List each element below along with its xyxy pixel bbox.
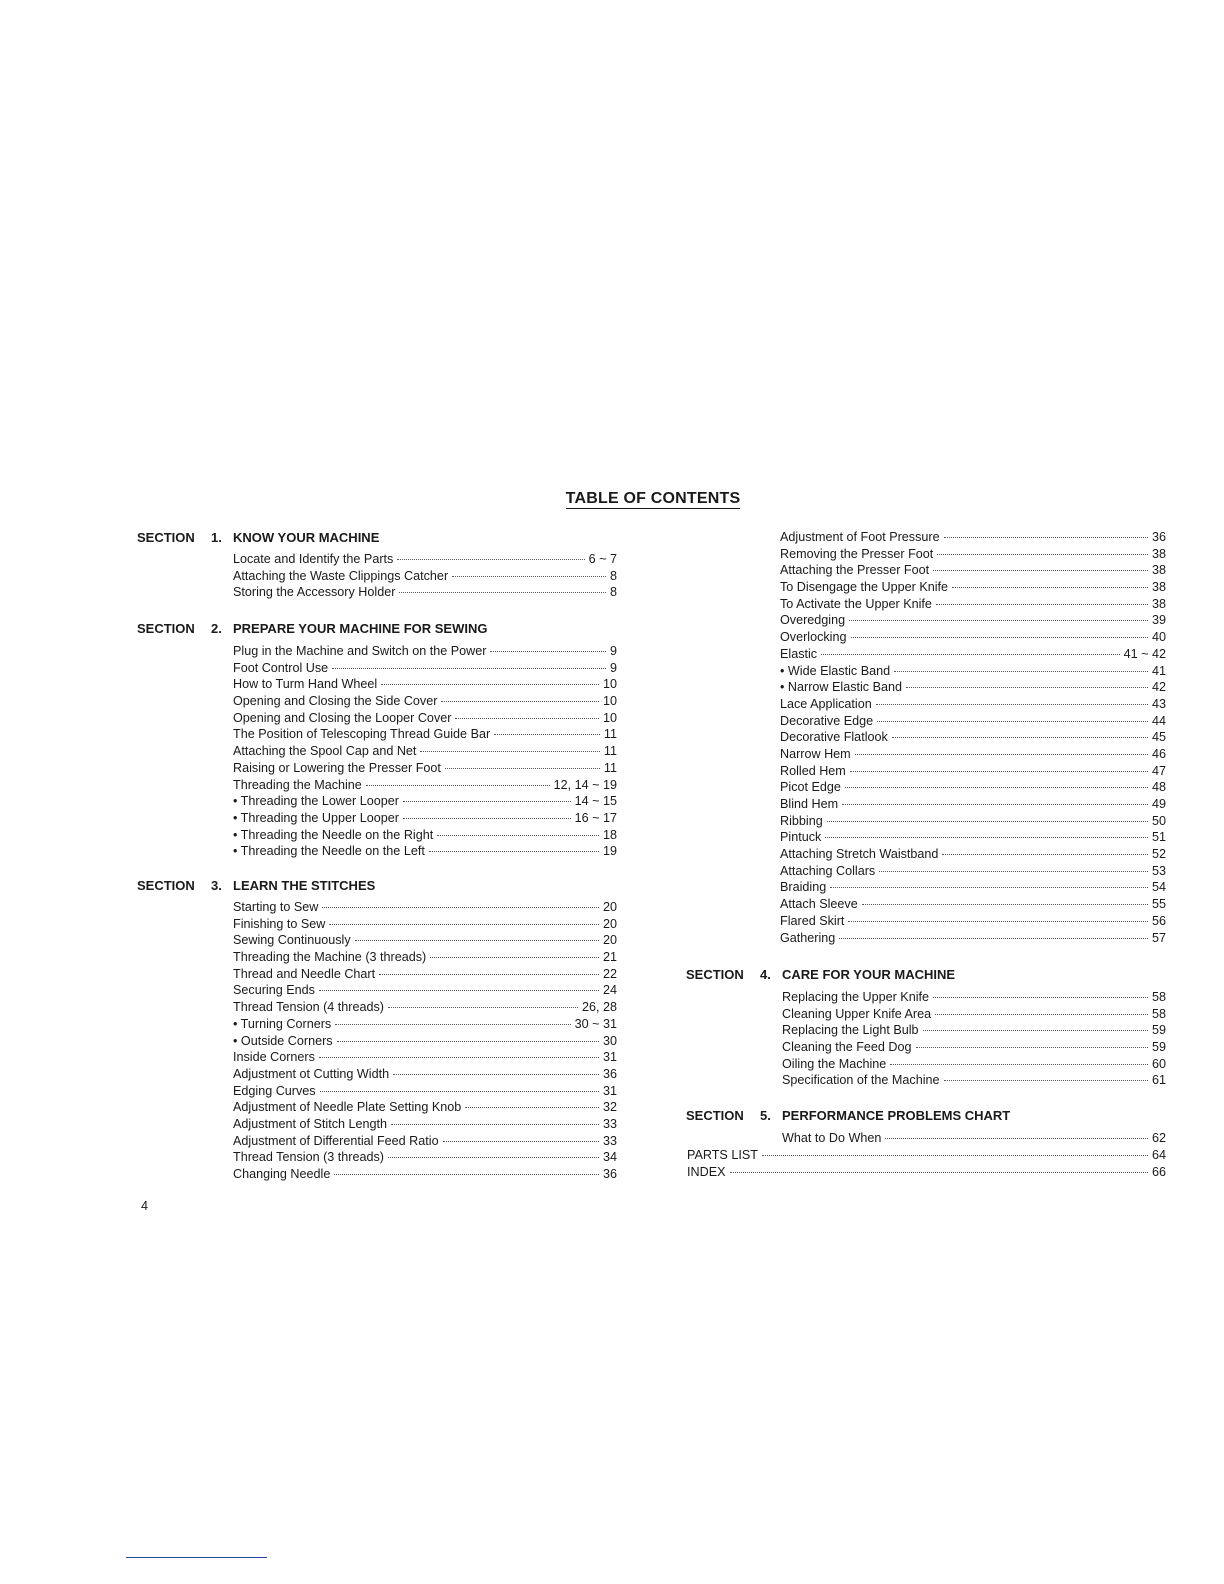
toc-entry[interactable]: Adjustment of Needle Plate Setting Knob 32 (233, 1098, 617, 1115)
toc-entry[interactable]: • Threading the Needle on the Left 19 (233, 842, 617, 859)
section-label: SECTION (137, 530, 195, 545)
section-label: SECTION (137, 621, 195, 636)
toc-entry[interactable]: Braiding 54 (780, 878, 1166, 895)
toc-entry[interactable]: To Disengage the Upper Knife 38 (780, 578, 1166, 595)
section-2-entries (233, 642, 617, 859)
parts-list-entry[interactable]: PARTS LIST 64 (687, 1146, 1166, 1163)
section-4-heading (686, 966, 1166, 983)
section-number: 5. (760, 1108, 771, 1123)
toc-entry[interactable]: Flared Skirt 56 (780, 912, 1166, 929)
toc-entry[interactable]: To Activate the Upper Knife 38 (780, 595, 1166, 612)
toc-entry[interactable]: Thread and Needle Chart 22 (233, 965, 617, 982)
toc-entry[interactable]: Sewing Continuously 20 (233, 931, 617, 948)
toc-entry[interactable]: Cleaning the Feed Dog 59 (782, 1038, 1166, 1055)
toc-entry[interactable]: Thread Tension (4 threads) 26, 28 (233, 998, 617, 1015)
toc-entry[interactable]: Attaching Collars 53 (780, 862, 1166, 879)
toc-entry[interactable]: Inside Corners 31 (233, 1048, 617, 1065)
toc-entry[interactable]: Securing Ends 24 (233, 981, 617, 998)
toc-entry[interactable]: Rolled Hem 47 (780, 762, 1166, 779)
section-3-entries-left (233, 898, 617, 1182)
toc-entry[interactable]: Locate and Identify the Parts 6 ~ 7 (233, 550, 617, 567)
toc-entry[interactable]: Threading the Machine (3 threads) 21 (233, 948, 617, 965)
toc-entry[interactable]: Adjustment of Foot Pressure 36 (780, 528, 1166, 545)
toc-entry[interactable]: Raising or Lowering the Presser Foot 11 (233, 759, 617, 776)
toc-entry[interactable]: Adjustment ot Cutting Width 36 (233, 1065, 617, 1082)
section-label: SECTION (137, 878, 195, 893)
toc-entry[interactable]: • Threading the Lower Looper 14 ~ 15 (233, 792, 617, 809)
section-title: KNOW YOUR MACHINE (233, 530, 380, 545)
toc-entry[interactable]: Replacing the Upper Knife 58 (782, 988, 1166, 1005)
toc-entry[interactable]: Overedging 39 (780, 611, 1166, 628)
section-3-entries-right (780, 528, 1166, 945)
toc-entry[interactable]: Edging Curves 31 (233, 1082, 617, 1099)
index-entry[interactable]: INDEX 66 (687, 1163, 1166, 1180)
toc-entry[interactable]: • Turning Corners 30 ~ 31 (233, 1015, 617, 1032)
toc-entry[interactable]: Threading the Machine 12, 14 ~ 19 (233, 776, 617, 793)
toc-entry[interactable]: • Threading the Needle on the Right 18 (233, 826, 617, 843)
toc-entry[interactable]: Oiling the Machine 60 (782, 1055, 1166, 1072)
toc-entry[interactable]: Replacing the Light Bulb 59 (782, 1021, 1166, 1038)
toc-entry[interactable]: Thread Tension (3 threads) 34 (233, 1148, 617, 1165)
toc-entry[interactable]: • Narrow Elastic Band 42 (780, 678, 1166, 695)
footer-rule (126, 1557, 267, 1558)
toc-entry[interactable]: Attaching the Presser Foot 38 (780, 561, 1166, 578)
toc-entry[interactable]: Decorative Edge 44 (780, 712, 1166, 729)
toc-entry[interactable]: The Position of Telescoping Thread Guide Bar 11 (233, 725, 617, 742)
toc-entry[interactable]: Overlocking 40 (780, 628, 1166, 645)
toc-entry[interactable]: Foot Control Use 9 (233, 659, 617, 676)
section-1-entries (233, 550, 617, 600)
section-label: SECTION (686, 967, 744, 982)
page-number: 4 (141, 1199, 149, 1213)
toc-entry[interactable]: Decorative Flatlook 45 (780, 728, 1166, 745)
toc-entry[interactable]: Specification of the Machine 61 (782, 1071, 1166, 1088)
section-number: 3. (211, 878, 222, 893)
section-title: PREPARE YOUR MACHINE FOR SEWING (233, 621, 488, 636)
toc-entry[interactable]: Opening and Closing the Looper Cover 10 (233, 709, 617, 726)
toc-entry[interactable]: Gathering 57 (780, 929, 1166, 946)
toc-entry[interactable]: Attaching Stretch Waistband 52 (780, 845, 1166, 862)
toc-entry[interactable]: Lace Application 43 (780, 695, 1166, 712)
toc-entry[interactable]: Opening and Closing the Side Cover 10 (233, 692, 617, 709)
toc-entry[interactable]: Storing the Accessory Holder 8 (233, 583, 617, 600)
toc-entry[interactable]: Starting to Sew 20 (233, 898, 617, 915)
section-label: SECTION (686, 1108, 744, 1123)
toc-entry[interactable]: Pintuck 51 (780, 828, 1166, 845)
toc-entry[interactable]: Narrow Hem 46 (780, 745, 1166, 762)
toc-entry[interactable]: • Wide Elastic Band 41 (780, 662, 1166, 679)
toc-entry[interactable]: • Threading the Upper Looper 16 ~ 17 (233, 809, 617, 826)
section-title: LEARN THE STITCHES (233, 878, 376, 893)
section-title: PERFORMANCE PROBLEMS CHART (782, 1108, 1011, 1123)
toc-entry[interactable]: Plug in the Machine and Switch on the Power 9 (233, 642, 617, 659)
back-matter-entries (687, 1146, 1166, 1179)
toc-entry[interactable]: Blind Hem 49 (780, 795, 1166, 812)
section-number: 2. (211, 621, 222, 636)
section-1-heading (137, 529, 557, 546)
section-4-entries (782, 988, 1166, 1088)
toc-entry[interactable]: Changing Needle 36 (233, 1165, 617, 1182)
section-3-heading (137, 877, 557, 894)
section-number: 4. (760, 967, 771, 982)
toc-entry[interactable]: Finishing to Sew 20 (233, 915, 617, 932)
toc-entry[interactable]: What to Do When 62 (782, 1129, 1166, 1146)
toc-entry[interactable]: Attach Sleeve 55 (780, 895, 1166, 912)
toc-entry[interactable]: Attaching the Spool Cap and Net 11 (233, 742, 617, 759)
section-number: 1. (211, 530, 222, 545)
section-title: CARE FOR YOUR MACHINE (782, 967, 956, 982)
toc-entry[interactable]: Removing the Presser Foot 38 (780, 545, 1166, 562)
toc-entry[interactable]: Elastic 41 ~ 42 (780, 645, 1166, 662)
toc-title: TABLE OF CONTENTS (565, 490, 741, 507)
toc-entry[interactable]: • Outside Corners 30 (233, 1032, 617, 1049)
section-2-heading (137, 620, 557, 637)
section-5-heading (686, 1107, 1166, 1124)
toc-entry[interactable]: Cleaning Upper Knife Area 58 (782, 1005, 1166, 1022)
toc-entry[interactable]: Adjustment of Differential Feed Ratio 33 (233, 1132, 617, 1149)
toc-entry[interactable]: Attaching the Waste Clippings Catcher 8 (233, 567, 617, 584)
toc-entry[interactable]: How to Turm Hand Wheel 10 (233, 675, 617, 692)
toc-entry[interactable]: Ribbing 50 (780, 812, 1166, 829)
toc-entry[interactable]: Adjustment of Stitch Length 33 (233, 1115, 617, 1132)
toc-entry[interactable]: Picot Edge 48 (780, 778, 1166, 795)
